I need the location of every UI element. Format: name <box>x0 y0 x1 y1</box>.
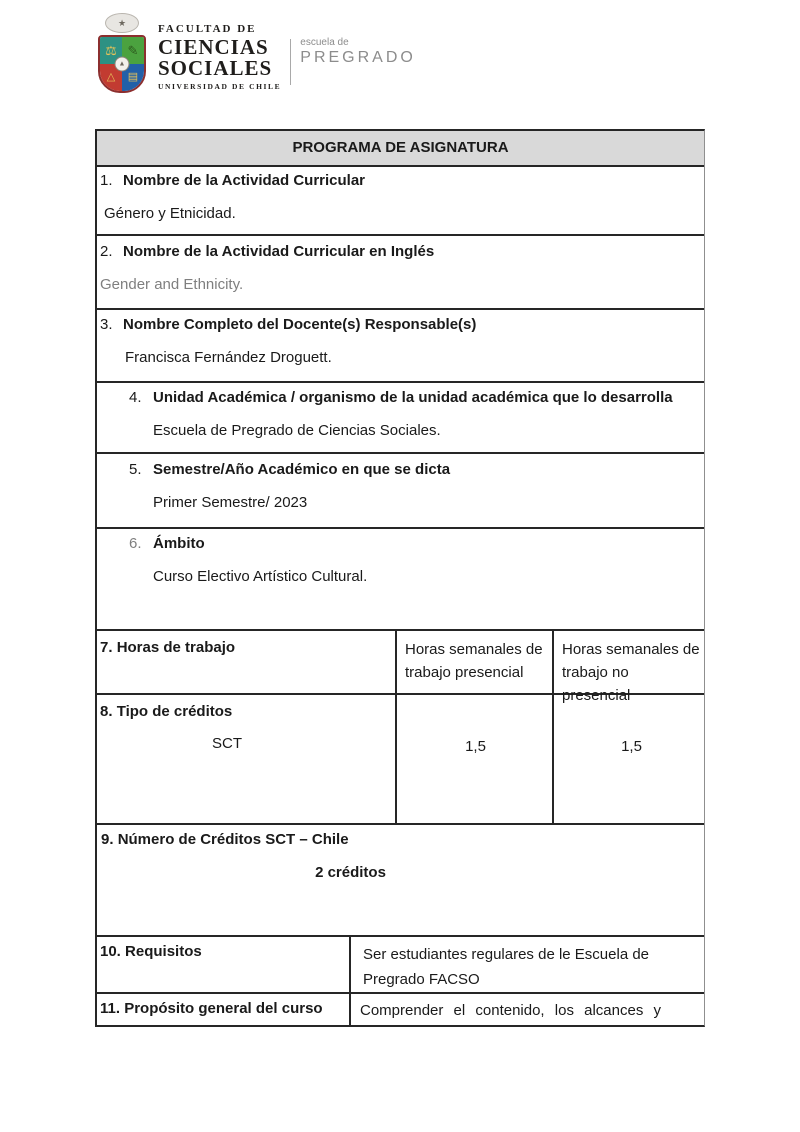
row-number: 1. <box>100 172 113 189</box>
row-sct-credits <box>97 825 704 937</box>
university-name: UNIVERSIDAD DE CHILE <box>158 82 282 91</box>
row-value: Francisca Fernández Droguett. <box>125 349 332 366</box>
row-value: Escuela de Pregrado de Ciencias Sociales. <box>153 422 441 439</box>
row-value: Género y Etnicidad. <box>104 205 236 222</box>
row-label: 7. Horas de trabajo <box>100 639 236 656</box>
row-label: 4. Unidad Académica / organismo de la unidad académica que lo desarrolla <box>129 389 673 406</box>
row-number: 4. <box>129 389 142 406</box>
row-requirements <box>97 937 704 994</box>
row-label: 11. Propósito general del curso <box>100 1000 323 1017</box>
purpose-value: Comprender el contenido, los alcances y <box>349 994 707 1025</box>
row-course-name-english <box>97 236 704 310</box>
school-small-label: escuela de <box>300 37 349 48</box>
hours-presential-header: Horas semanales de trabajo presencial <box>395 631 552 693</box>
row-credit-type <box>97 695 704 825</box>
row-label: 10. Requisitos <box>100 943 202 960</box>
row-label: 6. Ámbito <box>129 535 205 552</box>
syllabus-table <box>95 129 705 1027</box>
faculty-line1: FACULTAD DE <box>158 23 257 35</box>
faculty-wordmark <box>158 13 281 91</box>
row-label: 1. Nombre de la Actividad Curricular <box>100 172 366 189</box>
faculty-line2: CIENCIAS <box>158 35 269 59</box>
row-number: 5. <box>129 461 142 478</box>
row-number: 6. <box>129 535 142 552</box>
hours-nonpresential-header: Horas semanales de trabajo no presencial <box>552 631 707 693</box>
requirements-value: Ser estudiantes regulares de le Escuela de Pregrado FACSO <box>349 937 707 992</box>
row-label: 3. Nombre Completo del Docente(s) Responsable(s) <box>100 316 477 333</box>
row-course-purpose <box>97 994 704 1025</box>
logo-divider <box>290 39 291 85</box>
laurel-star-icon: ★ <box>105 13 139 33</box>
red-emblem-icon: △ <box>100 64 122 91</box>
hours-nonpresential-value: 1,5 <box>552 695 707 823</box>
school-large-label: PREGRADO <box>300 49 416 66</box>
row-value: Curso Electivo Artístico Cultural. <box>153 568 368 585</box>
row-label: 5. Semestre/Año Académico en que se dicta <box>129 461 451 478</box>
scales-icon: ⚖ <box>100 37 122 64</box>
table-title: PROGRAMA DE ASIGNATURA <box>97 131 704 167</box>
school-wordmark <box>300 13 416 67</box>
facso-logo <box>95 13 416 93</box>
row-value: Primer Semestre/ 2023 <box>153 494 308 511</box>
row-course-name <box>97 167 704 236</box>
row-instructor <box>97 310 704 383</box>
faculty-line3: SOCIALES <box>158 56 273 80</box>
credit-type-value: SCT <box>212 735 242 752</box>
compass-icon: ▲ <box>115 57 130 72</box>
hours-presential-value: 1,5 <box>395 695 552 823</box>
credits-value: 2 créditos <box>315 864 386 881</box>
row-label: 8. Tipo de créditos SCT <box>97 695 395 823</box>
row-label: 9. Número de Créditos SCT – Chile <box>101 831 349 848</box>
quill-icon: ✎ <box>122 37 144 64</box>
row-number: 2. <box>100 243 113 260</box>
row-work-hours <box>97 631 704 704</box>
book-icon: ▤ <box>122 64 144 91</box>
university-crest <box>95 13 149 93</box>
row-scope <box>97 529 704 631</box>
row-number: 3. <box>100 316 113 333</box>
row-value: Gender and Ethnicity. <box>100 276 244 293</box>
row-semester <box>97 454 704 529</box>
row-label: 2. Nombre de la Actividad Curricular en Inglés <box>100 243 435 260</box>
university-shield <box>98 35 146 93</box>
row-academic-unit <box>97 383 704 454</box>
